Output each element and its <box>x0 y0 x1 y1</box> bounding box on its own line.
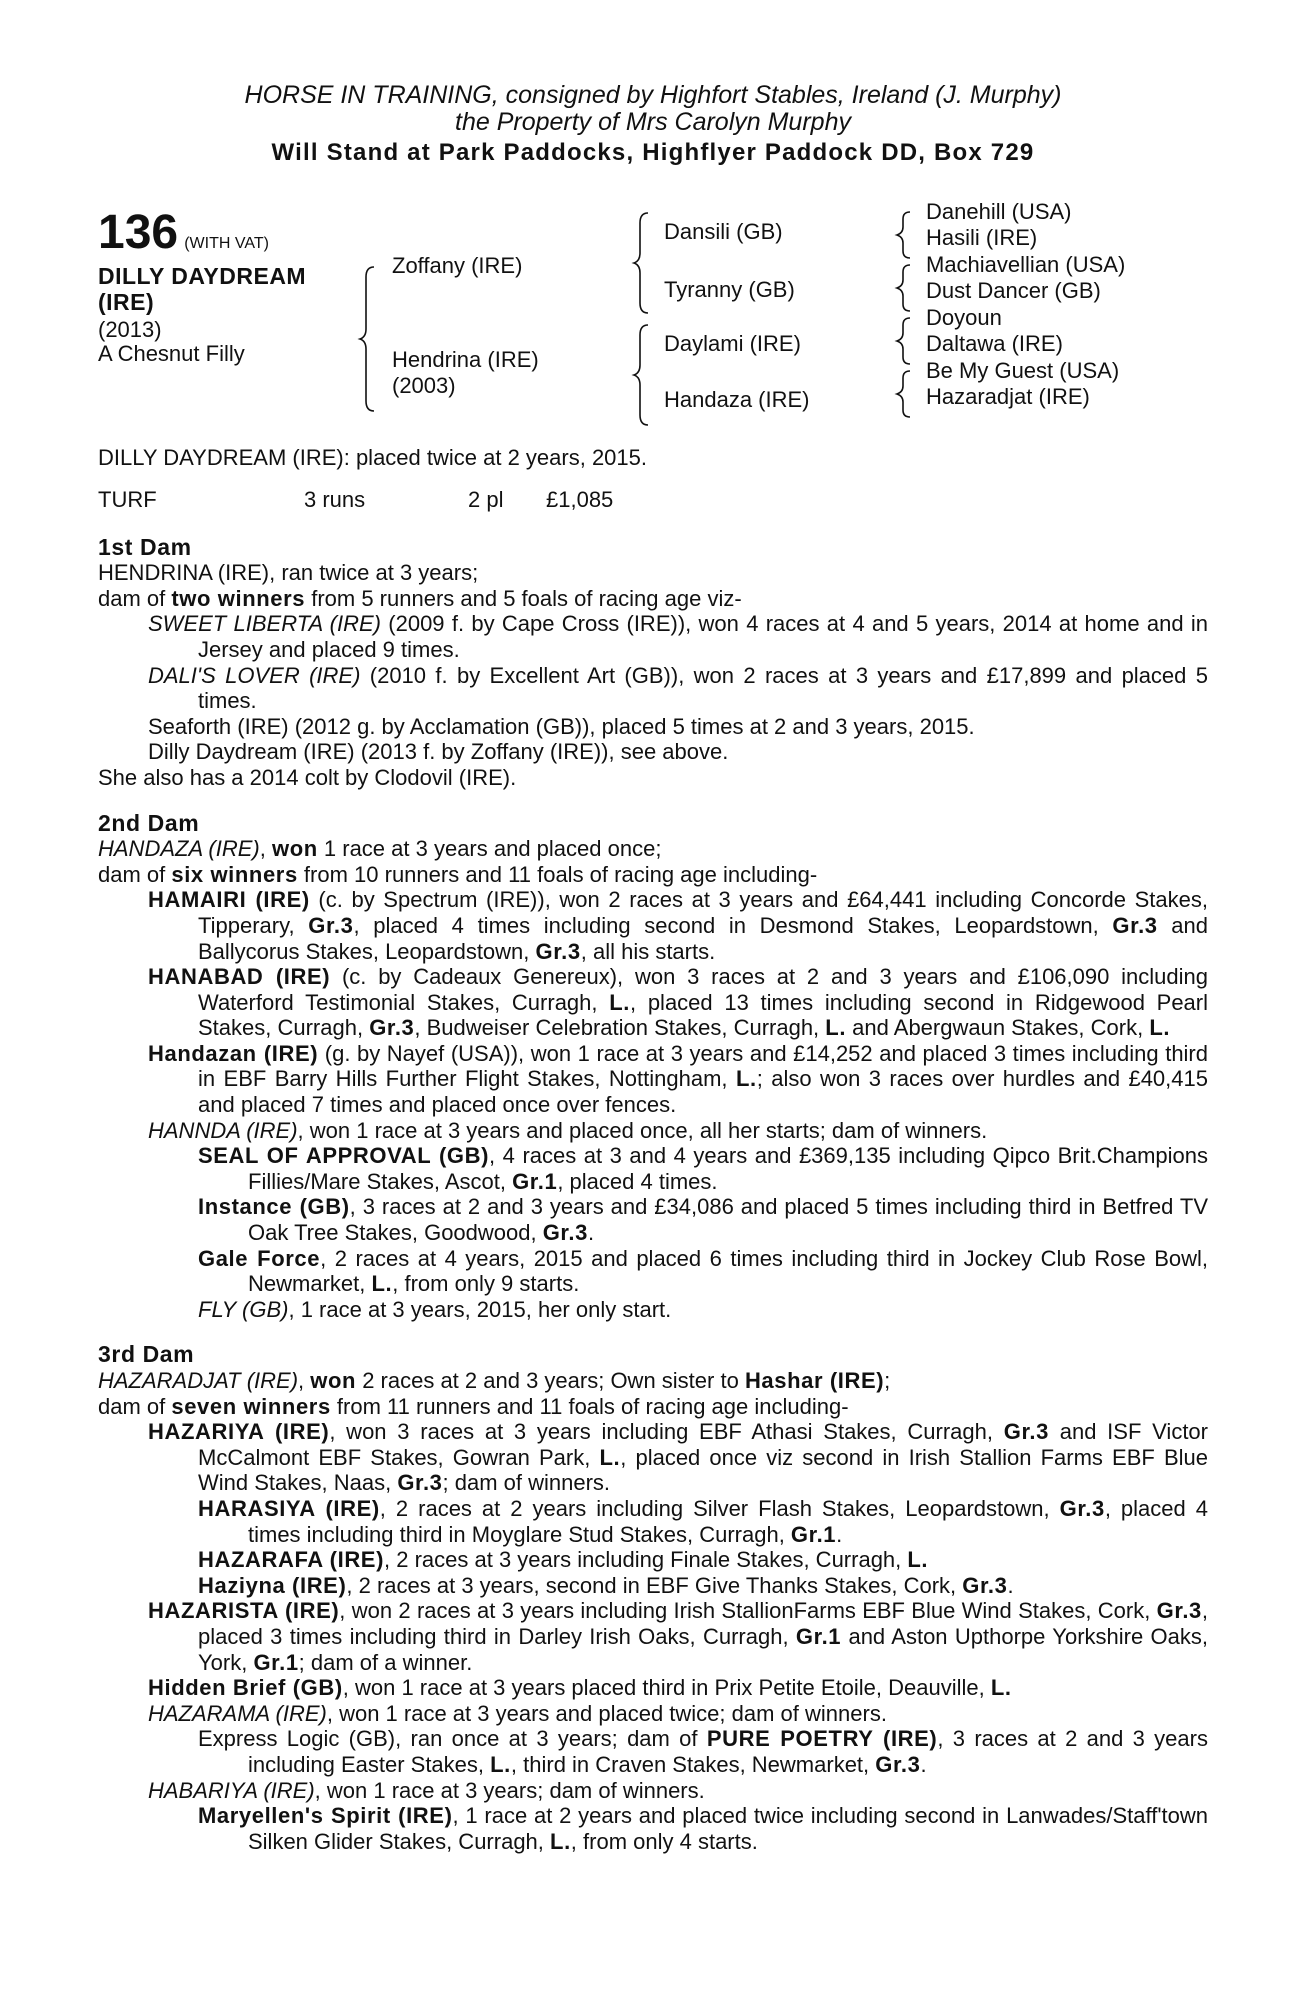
third-dam-line: HAZARADJAT (IRE), won 2 races at 2 and 3 years; Own sister to Hashar (IRE); <box>98 1368 891 1393</box>
turf-earnings: £1,085 <box>546 486 614 512</box>
turf-label: TURF <box>98 486 157 512</box>
dam-sire: Daylami (IRE) <box>664 331 801 356</box>
stand-location: Will Stand at Park Paddocks, Highflyer Paddock DD, Box 729 <box>271 139 1035 166</box>
produce-entry: HAZARISTA (IRE), won 2 races at 3 years including Irish StallionFarms EBF Blue Wind Stakes, Cork, Gr.3, placed 3 times including third in Darley Irish Oaks, Curragh, Gr.1 and Aston Upthorpe Yorkshire Oaks, York, Gr.1; dam of a winner. <box>148 1598 1209 1675</box>
horse-name-line1: DILLY DAYDREAM <box>98 263 307 289</box>
race-summary: DILLY DAYDREAM (IRE): placed twice at 2 years, 2015. <box>98 445 648 470</box>
produce-entry: HABARIYA (IRE), won 1 race at 3 years; dam of winners. <box>148 1777 705 1803</box>
produce-entry: SWEET LIBERTA (IRE) (2009 f. by Cape Cross (IRE)), won 4 races at 4 and 5 years, 2014 at home and in Jersey and placed 9 times. <box>148 611 1208 662</box>
grandproduce-entry: HARASIYA (IRE), 2 races at 2 years including Silver Flash Stakes, Leopardstown, Gr.3, placed 4 times including third in Moyglare Stud Stakes, Curragh, Gr.1. <box>198 1495 1208 1547</box>
sire: Zoffany (IRE) <box>392 253 523 278</box>
sire-sire-dam: Hasili (IRE) <box>926 225 1038 250</box>
produce-entry: Handazan (IRE) (g. by Nayef (USA)), won 1 race at 3 years and £14,252 and placed 3 times including third in EBF Barry Hills Further Flight Stakes, Nottingham, L.; also won 3 races over hurdles and £40,415 and placed 7 times and placed once over fences. <box>148 1040 1208 1118</box>
turf-record <box>98 487 1208 513</box>
grandproduce-entry: Gale Force, 2 races at 4 years, 2015 and placed 6 times including third in Jockey Club Rose Bowl, Newmarket, L., from only 9 starts. <box>198 1245 1209 1297</box>
vat-note: (WITH VAT) <box>184 235 269 252</box>
grandproduce-entry: Express Logic (GB), ran once at 3 years; dam of PURE POETRY (IRE), 3 races at 2 and 3 years including Easter Stakes, L., third in Craven Stakes, Newmarket, Gr.3. <box>198 1726 1208 1777</box>
catalogue-text <box>98 445 1208 1854</box>
dam-dam-sire: Be My Guest (USA) <box>926 358 1120 383</box>
second-dam-heading: 2nd Dam <box>98 809 200 836</box>
turf-runs: 3 runs <box>304 486 366 512</box>
produce-note: She also has a 2014 colt by Clodovil (IRE). <box>98 764 517 790</box>
grandproduce-entry: SEAL OF APPROVAL (GB), 4 races at 3 and 4 years and £369,135 including Qipco Brit.Champions Fillies/Mare Stakes, Ascot, Gr.1, placed 4 times. <box>198 1143 1208 1194</box>
lot-number: 136 <box>98 206 179 259</box>
produce-entry: Dilly Daydream (IRE) (2013 f. by Zoffany (IRE)), see above. <box>148 739 729 765</box>
owner-line: the Property of Mrs Carolyn Murphy <box>455 108 851 136</box>
second-dam-line: HANDAZA (IRE), won 1 race at 3 years and placed once; <box>98 836 662 862</box>
sire-dam-sire: Machiavellian (USA) <box>926 252 1126 277</box>
produce-entry: HANNDA (IRE), won 1 race at 3 years and placed once, all her starts; dam of winners. <box>148 1117 988 1143</box>
produce-entry: Hidden Brief (GB), won 1 race at 3 years placed third in Prix Petite Etoile, Deauville, L. <box>148 1675 1012 1701</box>
second-dam-produce-line: dam of six winners from 10 runners and 11 foals of racing age including- <box>98 861 818 887</box>
sire-sire: Dansili (GB) <box>664 219 783 244</box>
produce-entry: Seaforth (IRE) (2012 g. by Acclamation (GB)), placed 5 times at 2 and 3 years, 2015. <box>148 713 975 739</box>
horse-description: A Chesnut Filly <box>98 341 245 366</box>
dam-sire-sire: Doyoun <box>926 305 1002 330</box>
sire-sire-sire: Danehill (USA) <box>926 199 1072 224</box>
grandproduce-entry: Maryellen's Spirit (IRE), 1 race at 2 years and placed twice including second in Lanwades/Staff'town Silken Glider Stakes, Curragh, L., from only 4 starts. <box>198 1803 1208 1854</box>
grandproduce-entry: Haziyna (IRE), 2 races at 3 years, second in EBF Give Thanks Stakes, Cork, Gr.3. <box>198 1572 1014 1598</box>
produce-entry: HAZARIYA (IRE), won 3 races at 3 years including EBF Athasi Stakes, Curragh, Gr.3 and ISF Victor McCalmont EBF Stakes, Gowran Park, L., placed once viz second in Irish Stallion Farms EBF Blue Wind Stakes, Naas, Gr.3; dam of winners. <box>148 1419 1209 1496</box>
first-dam-produce-line: dam of two winners from 5 runners and 5 foals of racing age viz- <box>98 585 742 611</box>
grandproduce-entry: HAZARAFA (IRE), 2 races at 3 years including Finale Stakes, Curragh, L. <box>198 1547 929 1573</box>
consignor-line: HORSE IN TRAINING, consigned by Highfort Stables, Ireland (J. Murphy) <box>244 81 1062 109</box>
dam: Hendrina (IRE) <box>392 347 539 372</box>
grandproduce-entry: Instance (GB), 3 races at 2 and 3 years and £34,086 and placed 5 times including third in Betfred TV Oak Tree Stakes, Goodwood, Gr.3. <box>198 1194 1208 1246</box>
sire-dam-dam: Dust Dancer (GB) <box>926 278 1101 303</box>
dam-dam: Handaza (IRE) <box>664 387 810 412</box>
third-dam-heading: 3rd Dam <box>98 1341 195 1368</box>
third-dam-produce-line: dam of seven winners from 11 runners and 11 foals of racing age including- <box>98 1393 849 1419</box>
first-dam-line: HENDRINA (IRE), ran twice at 3 years; <box>98 560 479 586</box>
dam-dam-dam: Hazaradjat (IRE) <box>926 384 1090 409</box>
turf-placed: 2 pl <box>468 486 504 512</box>
produce-entry: HAMAIRI (IRE) (c. by Spectrum (IRE)), won 2 races at 3 years and £64,441 including Concorde Stakes, Tipperary, Gr.3, placed 4 times including second in Desmond Stakes, Leopardstown, Gr.3 and Ballycorus Stakes, Leopardstown, Gr.3, all his starts. <box>148 887 1208 964</box>
produce-entry: HAZARAMA (IRE), won 1 race at 3 years and placed twice; dam of winners. <box>148 1700 887 1726</box>
foaling-year: (2013) <box>98 317 162 342</box>
pedigree-block <box>98 199 1208 445</box>
dam-year: (2003) <box>392 373 456 398</box>
grandproduce-entry: FLY (GB), 1 race at 3 years, 2015, her only start. <box>198 1296 672 1322</box>
catalogue-page <box>98 82 1208 1854</box>
produce-entry: DALI'S LOVER (IRE) (2010 f. by Excellent Art (GB)), won 2 races at 3 years and £17,899 and placed 5 times. <box>148 662 1208 714</box>
sire-dam: Tyranny (GB) <box>664 277 795 302</box>
horse-name-line2: (IRE) <box>98 289 155 315</box>
dam-sire-dam: Daltawa (IRE) <box>926 331 1063 356</box>
first-dam-heading: 1st Dam <box>98 533 192 560</box>
produce-entry: HANABAD (IRE) (c. by Cadeaux Genereux), won 3 races at 2 and 3 years and £106,090 including Waterford Testimonial Stakes, Curragh, L., placed 13 times including second in Ridgewood Pearl Stakes, Curragh, Gr.3, Budweiser Celebration Stakes, Curragh, L. and Abergwaun Stakes, Cork, L. <box>148 964 1209 1041</box>
